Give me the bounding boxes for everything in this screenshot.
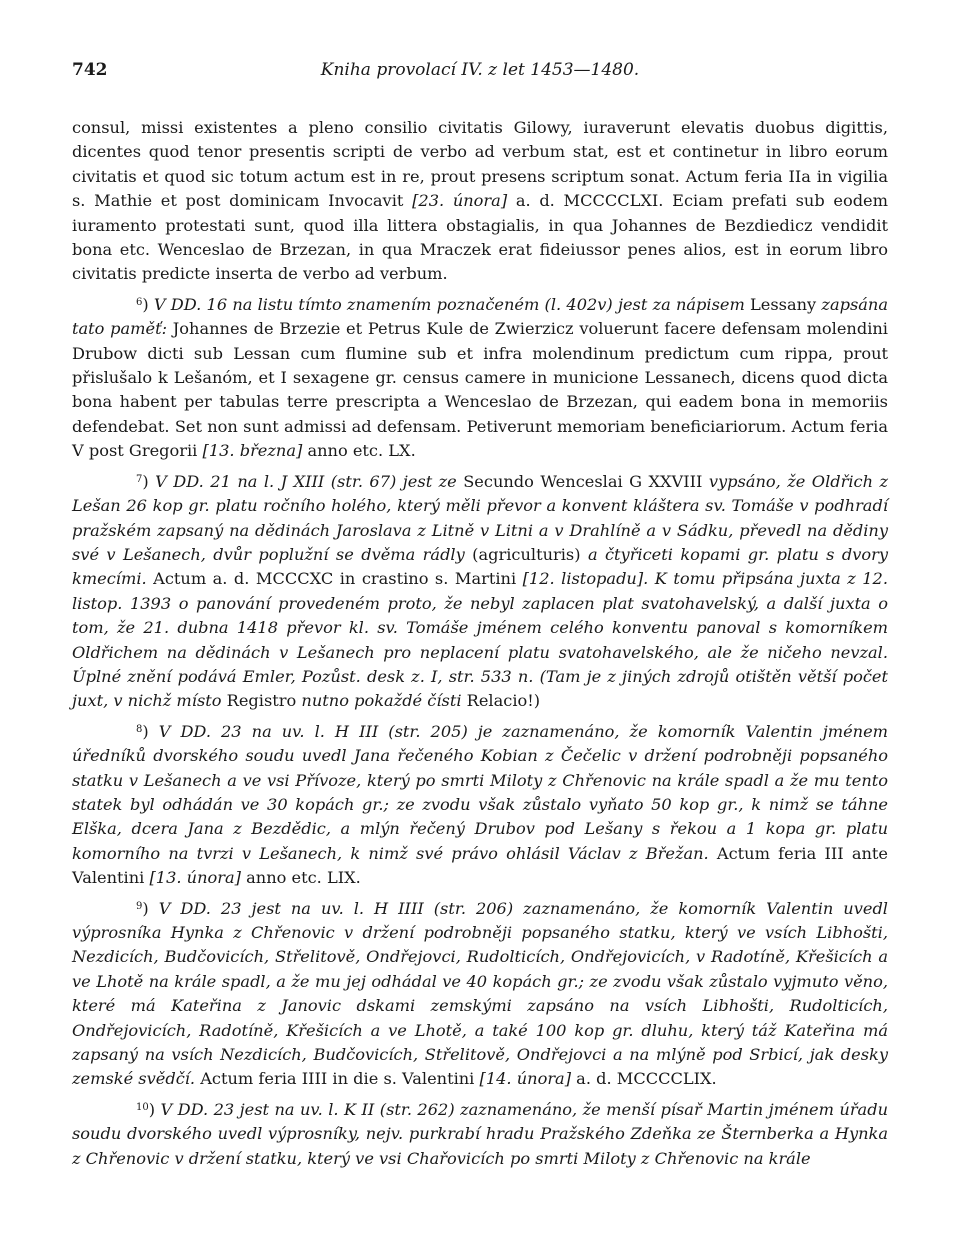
italic-text-segment: [13. února] xyxy=(149,868,241,888)
italic-text-segment: a čtyřiceti kopami gr. platu s dvory kmecími. xyxy=(72,544,889,589)
text-segment: anno etc. LX. xyxy=(302,441,416,461)
footnote-marker: $^9$) xyxy=(136,898,159,918)
text-segment: a. d. MCCCCLXI. Eciam prefati sub eodem iuramento protestati sunt, quod illa littera obstagialis, in qua Johannes de Bezdiedicz vendidit bona etc. Wenceslao de Brzezan, in qua Mraczek erat fideiussor penes alios, est in eorum libro civitatis predicte inserta de verbo ad verbum. xyxy=(72,191,888,284)
italic-text-segment: [23. února] xyxy=(412,191,508,211)
footnote-paragraph xyxy=(72,1098,888,1171)
text-paragraph xyxy=(72,116,888,287)
italic-text-segment: [14. února] xyxy=(479,1069,572,1089)
text-segment: Actum a. d. MCCCXC in crastino s. Martini xyxy=(146,569,523,589)
italic-text-segment: V DD. 23 na uv. l. H III (str. 205) je zaznamenáno, že komorník Valentin jménem úředníků dvorského soudu uvedl Jana řečeného Kobian z Čečelic v držení podrobněji popsaného statku v Lešanech a ve vsi Přívoze, který po smrti Miloty z Chřenovic na krále spadl a že mu tento statek byl odhádán ve 30 kopách gr.; ze zvodu však zůstalo vyňato 50 kop gr., k nimž se táhne Elška, dcera Jana z Bezdědic, a mlýn řečený Drubov pod Lešany s řekou a 1 kopa gr. platu komorního na tvrzi v Lešanech, k nimž své právo ohlásil Václav z Břežan. xyxy=(72,721,888,863)
footnote-marker: $^7$) xyxy=(136,471,156,491)
italic-text-segment: V DD. 21 na l. J XIII (str. 67) jest ze xyxy=(155,471,457,491)
footnote-marker: $^8$) xyxy=(136,721,159,741)
italic-text-segment: [13. března] xyxy=(202,441,303,461)
text-segment: Johannes de Brzezie et Petrus Kule de Zwierzicz voluerunt facere defensam molendini Drubow dicti sub Lessan cum flumine sub et infra molendinum predictum cum rippa, prout přislušalo k Lešanóm, et I sexagene gr. census camere in municione Lessanech, dicens quod dicta bona habent per tabulas terre prescripta a Wenceslao de Brzezan, qui eadem bona in memoriis defendebat. Set non sunt admissi ad defensam. Petiverunt memoriam beneficiariorum. Actum feria V post Gregorii xyxy=(72,319,888,461)
text-segment: Relacio!) xyxy=(461,691,541,711)
footnote-paragraph xyxy=(72,470,888,714)
footnote-marker: $^{10}$) xyxy=(136,1099,161,1119)
footnote-paragraph xyxy=(72,293,888,464)
italic-text-segment: V DD. 16 na listu tímto znamením poznačeném (l. 402v) jest za nápisem xyxy=(153,294,745,314)
italic-text-segment: V DD. 23 jest na uv. l. H IIII (str. 206) zaznamenáno, že komorník Valentin uvedl výprosníka Hynka z Chřenovic v držení podrobněji popsaného statku, který ve vsích Libhošti, Nezdicích, Budčovicích, Střelitově, Ondřejovci, Rudolticích, Ondřejovicích, v Radotíně, Křešicích a ve Lhotě na krále spadl, a že mu jej odhádal ve 40 kopách gr.; ze zvodu však zůstalo vyjmuto věno, které má Kateřina z Janovic dskami zemskými zapsáno na vsích Libhošti, Rudolticích, Ondřejovicích, Radotíně, Křešicích a ve Lhotě, a také 100 kop gr. dluhu, který táž Kateřina má zapsaný na vsích Nezdicích, Budčovicích, Střelitově, Ondřejovci a na mlýně pod Srbicí, jak desky zemské svědčí. xyxy=(72,898,888,1089)
text-segment: anno etc. LIX. xyxy=(240,868,361,888)
page-number: 742 xyxy=(72,60,108,80)
page-header xyxy=(72,60,888,86)
text-segment: Actum feria IIII in die s. Valentini xyxy=(195,1069,480,1089)
italic-text-segment: zapsána tato paměť: xyxy=(72,294,888,339)
italic-text-segment: nutno pokaždé čísti xyxy=(301,691,462,711)
text-segment: a. d. MCCCCLIX. xyxy=(571,1069,717,1089)
footnote-paragraph xyxy=(72,720,888,891)
italic-text-segment: V DD. 23 jest na uv. l. K II (str. 262) zaznamenáno, že menší písař Martin jménem úřadu soudu dvorského uvedl výprosníky, nejv. purkrabí hradu Pražského Zdeňka ze Šternberka a Hynka z Chřenovic v držení statku, který ve vsi Chařovicích po smrti Miloty z Chřenovic na krále xyxy=(72,1099,888,1168)
text-segment: Secundo Wenceslai G XXVIII xyxy=(456,471,709,491)
text-segment: Lessany xyxy=(744,294,822,314)
text-segment: consul, missi existentes a pleno consilio civitatis Gilowy, iuraverunt elevatis duobus digittis, dicentes quod tenor presentis scripti de verbo ad verbum stat, est et continetur in libro eorum civitatis et quod sic totum actum est in re, prout presens scriptum sonat. Actum feria IIa in vigilia s. Mathie et post dominicam Invocavit xyxy=(72,118,888,211)
footnote-marker: $^6$) xyxy=(136,294,154,314)
text-segment: Actum feria III ante Valentini xyxy=(72,843,888,888)
running-title: Kniha provolací IV. z let 1453—1480. xyxy=(320,60,640,80)
body-text xyxy=(72,116,888,1171)
text-segment: Registro xyxy=(221,691,302,711)
footnote-paragraph xyxy=(72,897,888,1092)
italic-text-segment: [12. listopadu]. K tomu připsána juxta z 12. listop. 1393 o panování provedeném proto, že nebyl zaplacen plat svatohavelský, a další juxta o tom, že 21. dubna 1418 převor kl. sv. Tomáše jménem celého konventu panoval s komorníkem Oldřichem na dědinách v Lešanech pro neplacení platu svatohavelského, ale že ničeho nevzal. Úplné znění podává Emler, Pozůst. desk z. I, str. 533 n. (Tam je z jiných zdrojů otištěn větší počet juxt, v nichž místo xyxy=(72,569,889,711)
italic-text-segment: vypsáno, že Oldřich z Lešan 26 kop gr. platu ročního holého, který měli převor a konvent kláštera sv. Tomáše v podhradí pražském zapsaný na dědinách Jaroslava z Litně v Litni a v Drahlíně a v Sádku, převedl na dědiny své v Lešanech, dvůr poplužní se dvěma rádly xyxy=(72,471,888,564)
text-segment: (agriculturis) xyxy=(464,544,588,564)
